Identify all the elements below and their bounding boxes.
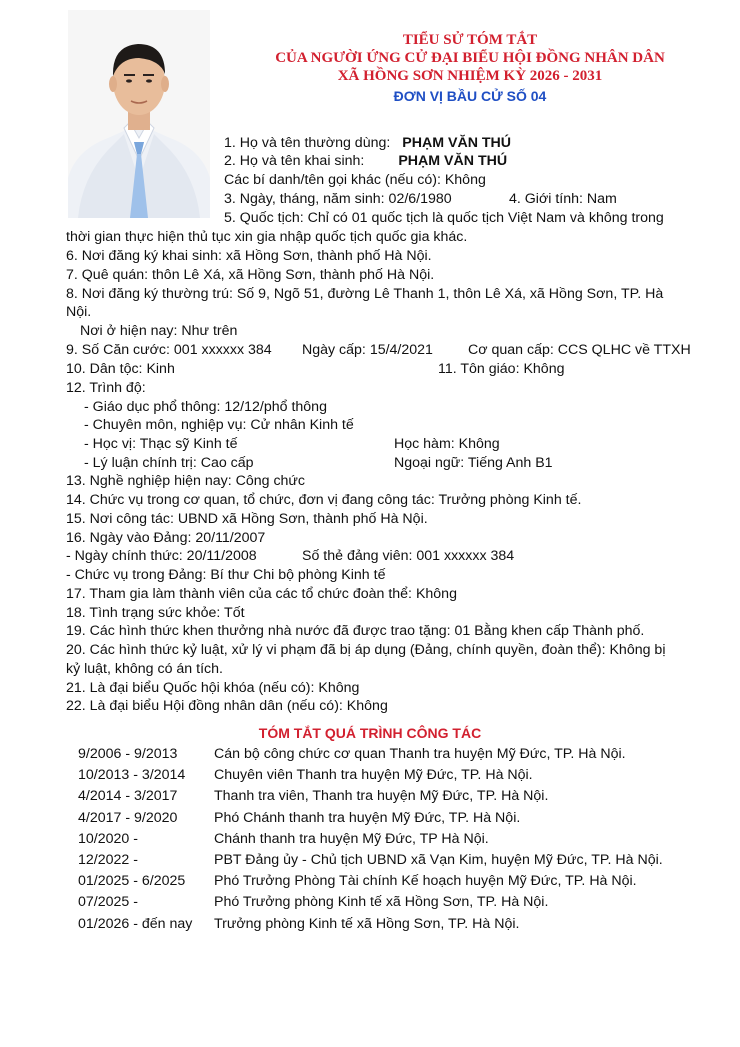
work-history-title: TÓM TẮT QUÁ TRÌNH CÔNG TÁC <box>258 725 482 741</box>
work-description: Phó Trưởng Phòng Tài chính Kế hoạch huyện Mỹ Đức, TP. Hà Nội. <box>214 873 637 890</box>
work-history-row <box>78 745 718 766</box>
health-line: 18. Tình trạng sức khỏe: Tốt <box>66 605 245 621</box>
work-period: 01/2025 - 6/2025 <box>78 873 186 890</box>
name-value: PHẠM VĂN THÚ <box>402 135 512 151</box>
work-description: Phó Chánh thanh tra huyện Mỹ Đức, TP. Hà Nội. <box>214 809 521 826</box>
electoral-unit: ĐƠN VỊ BẦU CỬ SỐ 04 <box>393 88 547 104</box>
national-assembly-line: 21. Là đại biểu Quốc hội khóa (nếu có): Không <box>66 680 360 696</box>
education-title: 12. Trình độ: <box>66 380 146 396</box>
position-line: 14. Chức vụ trong cơ quan, tổ chức, đơn vị đang công tác: Trưởng phòng Kinh tế. <box>66 492 582 508</box>
title-line-1: TIỂU SỬ TÓM TẮT <box>402 32 538 48</box>
work-period: 4/2017 - 9/2020 <box>78 809 178 826</box>
party-join-line: 16. Ngày vào Đảng: 20/11/2007 <box>66 530 266 546</box>
candidate-photo <box>68 10 210 218</box>
party-official-line: - Ngày chính thức: 20/11/2008 <box>66 548 257 564</box>
work-period: 10/2020 - <box>78 830 138 847</box>
workplace-line: 15. Nơi công tác: UBND xã Hồng Sơn, thành phố Hà Nội. <box>66 511 428 527</box>
party-card-line: Số thẻ đảng viên: 001 xxxxxx 384 <box>302 548 515 564</box>
work-description: Cán bộ công chức cơ quan Thanh tra huyện Mỹ Đức, TP. Hà Nội. <box>214 746 626 762</box>
id-number: 9. Số Căn cước: 001 xxxxxx 384 <box>66 342 272 358</box>
dob-line: 3. Ngày, tháng, năm sinh: 02/6/1980 <box>224 191 452 207</box>
work-description: Trưởng phòng Kinh tế xã Hồng Sơn, TP. Hà Nội. <box>214 915 520 932</box>
work-history-row <box>78 872 718 893</box>
work-history-row <box>78 893 718 914</box>
work-period: 4/2014 - 3/2017 <box>78 788 178 805</box>
gender-line: 4. Giới tính: Nam <box>509 191 617 207</box>
organizations-line: 17. Tham gia làm thành viên của các tổ chức đoàn thể: Không <box>66 586 457 602</box>
birth-name-value: PHẠM VĂN THÚ <box>398 153 508 169</box>
current-address-line: Nơi ở hiện nay: Như trên <box>80 323 238 339</box>
discipline-line-2: kỷ luật, không có án tích. <box>66 661 223 677</box>
work-period: 9/2006 - 9/2013 <box>78 746 178 762</box>
education-degree: - Học vị: Thạc sỹ Kinh tế <box>84 436 238 452</box>
political-theory: - Lý luận chính trị: Cao cấp <box>84 455 254 471</box>
ethnicity-line: 10. Dân tộc: Kinh <box>66 361 175 377</box>
academic-rank: Học hàm: Không <box>394 436 500 452</box>
work-history-row <box>78 809 718 830</box>
work-period: 07/2025 - <box>78 894 138 911</box>
document-header <box>222 31 718 105</box>
nationality-line-1: 5. Quốc tịch: Chỉ có 01 quốc tịch là quốc tịch Việt Nam và không trong <box>224 210 664 226</box>
work-period: 12/2022 - <box>78 852 138 868</box>
birth-registration-line: 6. Nơi đăng ký khai sinh: xã Hồng Sơn, thành phố Hà Nội. <box>66 248 432 264</box>
work-period: 01/2026 - đến nay <box>78 915 193 932</box>
hometown-line: 7. Quê quán: thôn Lê Xá, xã Hồng Sơn, thành phố Hà Nội. <box>66 267 435 283</box>
id-issuing-agency: Cơ quan cấp: CCS QLHC về TTXH <box>468 342 691 358</box>
work-description: Phó Trưởng phòng Kinh tế xã Hồng Sơn, TP. Hà Nội. <box>214 894 549 911</box>
religion-line: 11. Tôn giáo: Không <box>438 361 565 377</box>
name-label: 1. Họ và tên thường dùng: <box>224 135 391 151</box>
peoples-council-line: 22. Là đại biểu Hội đồng nhân dân (nếu có): Không <box>66 698 388 714</box>
work-history-row <box>78 851 718 872</box>
id-issue-date: Ngày cấp: 15/4/2021 <box>302 342 433 358</box>
aliases-line: Các bí danh/tên gọi khác (nếu có): Không <box>224 172 486 188</box>
birth-name-label: 2. Họ và tên khai sinh: <box>224 153 365 169</box>
awards-line: 19. Các hình thức khen thưởng nhà nước đã được trao tặng: 01 Bằng khen cấp Thành phố. <box>66 623 645 639</box>
education-professional: - Chuyên môn, nghiệp vụ: Cử nhân Kinh tế <box>84 417 354 433</box>
work-description: Chuyên viên Thanh tra huyện Mỹ Đức, TP. Hà Nội. <box>214 767 533 784</box>
education-general: - Giáo dục phổ thông: 12/12/phổ thông <box>84 399 327 415</box>
work-description: Chánh thanh tra huyện Mỹ Đức, TP Hà Nội. <box>214 830 489 847</box>
nationality-line-2: thời gian thực hiện thủ tục xin gia nhập quốc tịch quốc gia khác. <box>66 229 468 245</box>
portrait-illustration <box>68 10 210 218</box>
party-role-line: - Chức vụ trong Đảng: Bí thư Chi bộ phòng Kinh tế <box>66 567 386 583</box>
work-history-row <box>78 766 718 787</box>
foreign-language: Ngoại ngữ: Tiếng Anh B1 <box>394 455 553 471</box>
work-description: PBT Đảng ủy - Chủ tịch UBND xã Vạn Kim, huyện Mỹ Đức, TP. Hà Nội. <box>214 852 663 868</box>
work-history-row <box>78 830 718 851</box>
birth-name-line <box>224 152 507 170</box>
work-period: 10/2013 - 3/2014 <box>78 767 186 784</box>
work-description: Thanh tra viên, Thanh tra huyện Mỹ Đức, TP. Hà Nội. <box>214 788 549 805</box>
title-line-2: CỦA NGƯỜI ỨNG CỬ ĐẠI BIỂU HỘI ĐỒNG NHÂN DÂN <box>275 50 665 66</box>
work-history-row <box>78 787 718 808</box>
residence-line-1: 8. Nơi đăng ký thường trú: Số 9, Ngõ 51, đường Lê Thanh 1, thôn Lê Xá, xã Hồng Sơn, TP. Hà <box>66 286 664 302</box>
title-line-3: XÃ HỒNG SƠN NHIỆM KỲ 2026 - 2031 <box>337 68 603 84</box>
occupation-line: 13. Nghề nghiệp hiện nay: Công chức <box>66 473 306 489</box>
residence-line-2: Nội. <box>66 304 92 320</box>
name-line <box>224 134 511 152</box>
work-history-row <box>78 915 718 936</box>
discipline-line-1: 20. Các hình thức kỷ luật, xử lý vi phạm đã bị áp dụng (Đảng, chính quyền, đoàn thể): Không bị <box>66 642 666 658</box>
